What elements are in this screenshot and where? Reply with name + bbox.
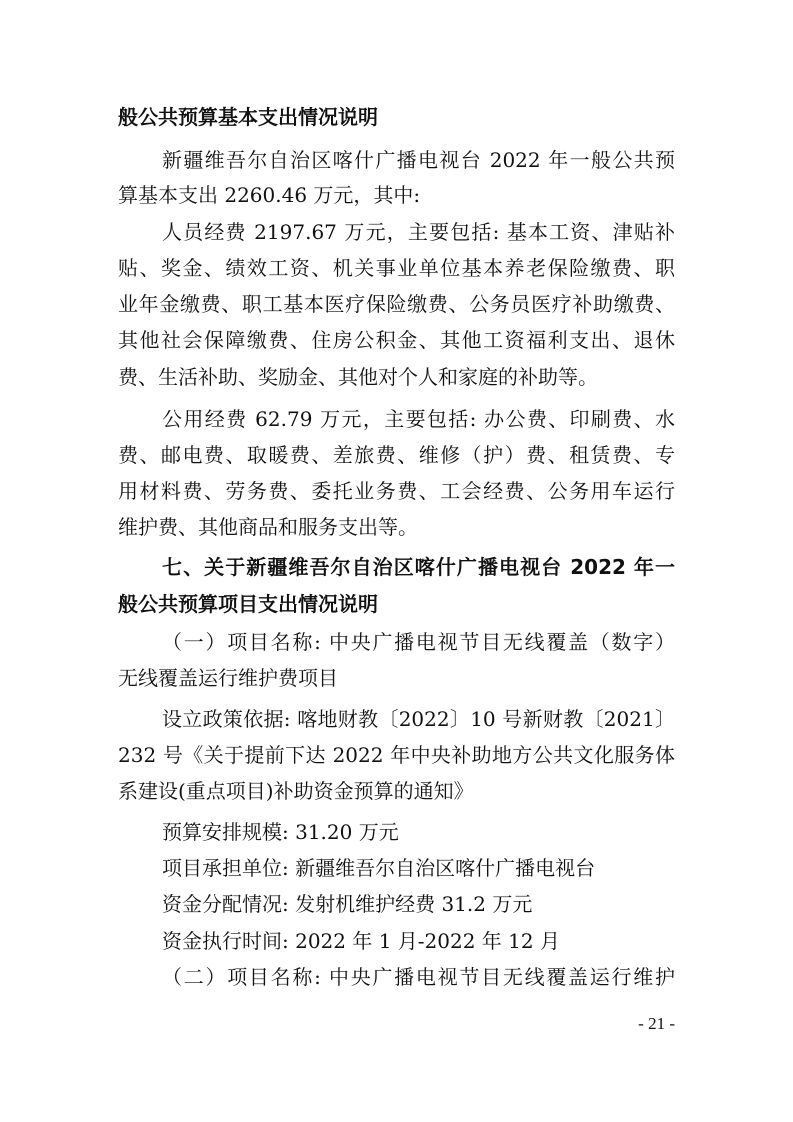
- paragraph-line: 人员经费 2197.67 万元，主要包括: 基本工资、津贴补: [162, 220, 675, 244]
- section-heading: 七、关于新疆维吾尔自治区喀什广播电视台 2022 年一: [162, 555, 675, 579]
- paragraph-line: 费、邮电费、取暖费、差旅费、维修（护）费、租赁费、专: [118, 443, 675, 467]
- project-name-line: 无线覆盖运行维护费项目: [118, 666, 338, 690]
- paragraph-line: 贴、奖金、绩效工资、机关事业单位基本养老保险缴费、职: [118, 256, 675, 280]
- page-number: - 21 -: [638, 1014, 675, 1033]
- policy-basis-line: 设立政策依据: 喀地财教〔2022〕10 号新财教〔2021〕: [162, 707, 675, 731]
- budget-scale-line: 预算安排规模: 31.20 万元: [162, 820, 399, 844]
- paragraph-line: 公用经费 62.79 万元，主要包括: 办公费、印刷费、水: [162, 407, 675, 431]
- paragraph-line: 新疆维吾尔自治区喀什广播电视台 2022 年一般公共预: [162, 148, 675, 172]
- paragraph-line: 业年金缴费、职工基本医疗保险缴费、公务员医疗补助缴费、: [118, 292, 675, 316]
- paragraph-line: 用材料费、劳务费、委托业务费、工会经费、公务用车运行: [118, 479, 675, 503]
- paragraph-line: 维护费、其他商品和服务支出等。: [118, 515, 418, 539]
- project-name-line: （一）项目名称: 中央广播电视节目无线覆盖（数字）: [162, 630, 675, 654]
- paragraph-line: 算基本支出 2260.46 万元，其中:: [118, 183, 421, 207]
- policy-basis-line: 232 号《关于提前下达 2022 年中央补助地方公共文化服务体: [118, 743, 675, 767]
- fund-allocation-line: 资金分配情况: 发射机维护经费 31.2 万元: [162, 892, 533, 916]
- section-heading-continued: 般公共预算基本支出情况说明: [118, 105, 378, 129]
- execution-time-line: 资金执行时间: 2022 年 1 月-2022 年 12 月: [162, 929, 560, 953]
- paragraph-line: 其他社会保障缴费、住房公积金、其他工资福利支出、退休: [118, 328, 675, 352]
- project-name-line: （二）项目名称: 中央广播电视节目无线覆盖运行维护: [162, 965, 675, 989]
- responsible-unit-line: 项目承担单位: 新疆维吾尔自治区喀什广播电视台: [162, 856, 596, 880]
- section-heading: 般公共预算项目支出情况说明: [118, 592, 378, 616]
- policy-basis-line: 系建设(重点项目)补助资金预算的通知》: [118, 779, 474, 803]
- paragraph-line: 费、生活补助、奖励金、其他对个人和家庭的补助等。: [118, 365, 598, 389]
